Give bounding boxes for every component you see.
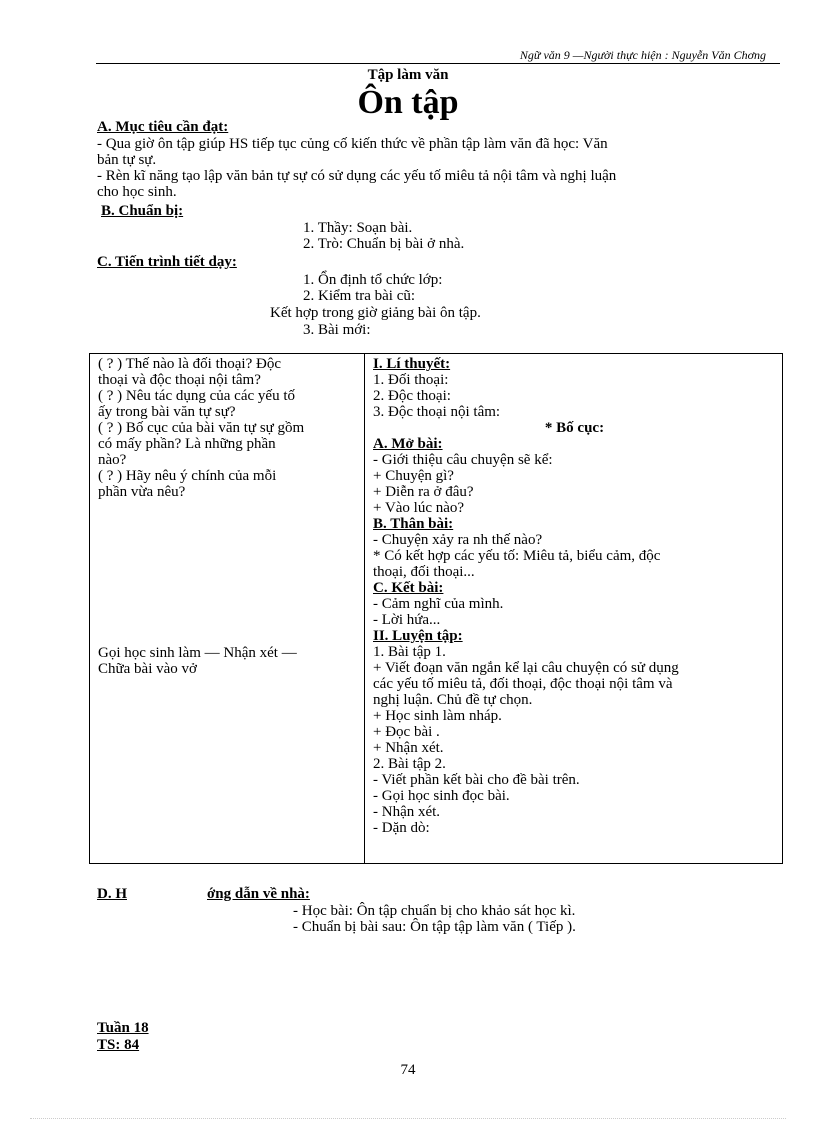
section-b-list <box>303 220 464 252</box>
theory-heading: I. Lí thuyết: <box>373 356 451 372</box>
practice-item: + Học sinh làm nháp. <box>373 708 502 724</box>
practice-item: - Gọi học sinh đọc bài. <box>373 788 510 804</box>
section-c-heading: C. Tiến trình tiết dạy: <box>97 254 237 270</box>
section-a-body <box>97 136 767 200</box>
section-a-heading: A. Mục tiêu cần đạt: <box>97 119 229 135</box>
section-d-heading <box>97 886 310 902</box>
conclusion-heading: C. Kết bài: <box>373 580 444 596</box>
section-c-item: 1. Ổn định tổ chức lớp: <box>303 272 443 288</box>
section-b-item: 2. Trò: Chuẩn bị bài ở nhà. <box>303 236 465 252</box>
opening-item: + Vào lúc nào? <box>373 500 465 516</box>
ts-label: TS: 84 <box>97 1037 140 1053</box>
section-d-heading-part2: ớng dẫn về nhà: <box>207 886 310 902</box>
body-item: thoại, đối thoại... <box>373 564 475 580</box>
question-line: ( ? ) Nêu tác dụng của các yếu tố <box>98 388 295 404</box>
body-heading: B. Thân bài: <box>373 516 454 532</box>
question-line: có mấy phần? Là những phần <box>98 436 276 452</box>
activity-line: Gọi học sinh làm — Nhận xét — <box>98 645 297 661</box>
section-b-item: 1. Thầy: Soạn bài. <box>303 220 413 236</box>
page-title: Ôn tập <box>357 84 459 121</box>
practice-item: 2. Bài tập 2. <box>373 756 446 772</box>
practice-item: + Viết đoạn văn ngắn kể lại câu chuyện có sử dụng <box>373 660 679 676</box>
section-d-item: - Học bài: Ôn tập chuẩn bị cho khảo sát học kì. <box>293 903 576 919</box>
section-d-list <box>293 903 576 935</box>
practice-item: + Nhận xét. <box>373 740 444 756</box>
opening-item: - Giới thiệu câu chuyện sẽ kể: <box>373 452 553 468</box>
question-line: phần vừa nêu? <box>98 484 186 500</box>
practice-item: - Nhận xét. <box>373 804 441 820</box>
opening-item: + Diễn ra ở đâu? <box>373 484 474 500</box>
practice-item: nghị luận. Chủ đề tự chọn. <box>373 692 533 708</box>
conclusion-item: - Cảm nghĩ của mình. <box>373 596 504 612</box>
page-bottom-divider <box>30 1118 786 1119</box>
section-d-heading-part1: D. H <box>97 886 127 902</box>
teacher-activity-column <box>90 354 365 864</box>
practice-item: các yếu tố miêu tả, đối thoại, độc thoại nội tâm và <box>373 676 673 692</box>
question-line: thoại và độc thoại nội tâm? <box>98 372 261 388</box>
opening-heading: A. Mở bài: <box>373 436 443 452</box>
question-line: ấy trong bài văn tự sự? <box>98 404 236 420</box>
section-c-item: 2. Kiểm tra bài cũ: <box>303 288 416 304</box>
section-a-line: cho học sinh. <box>97 184 177 200</box>
theory-item: 2. Độc thoại: <box>373 388 451 404</box>
header-rule <box>96 63 780 64</box>
page-number: 74 <box>400 1062 416 1078</box>
theory-item: 1. Đối thoại: <box>373 372 449 388</box>
question-line: ( ? ) Thế nào là đối thoại? Độc <box>98 356 281 372</box>
subject-subtitle: Tập làm văn <box>367 67 449 83</box>
section-b-heading: B. Chuẩn bị: <box>101 203 184 219</box>
question-line: nào? <box>98 452 127 468</box>
lesson-table <box>89 353 783 864</box>
page-header-text: Ngữ văn 9 —Người thực hiện : Nguyễn Văn Chơng <box>519 48 766 62</box>
spacer <box>98 500 358 645</box>
practice-item: 1. Bài tập 1. <box>373 644 446 660</box>
section-a-line: - Rèn kĩ năng tạo lập văn bản tự sự có sử dụng các yếu tố miêu tả nội tâm và nghị luận <box>97 168 617 184</box>
practice-item: + Đọc bài . <box>373 724 440 740</box>
section-a-line: - Qua giờ ôn tập giúp HS tiếp tục củng cố kiến thức về phần tập làm văn đã học: Văn <box>97 136 608 152</box>
layout-heading: * Bố cục: <box>544 420 605 436</box>
practice-item: - Viết phần kết bài cho đề bài trên. <box>373 772 580 788</box>
section-d-item: - Chuẩn bị bài sau: Ôn tập tập làm văn ( Tiếp ). <box>293 919 576 935</box>
week-label: Tuần 18 <box>97 1020 149 1036</box>
body-item: * Có kết hợp các yếu tố: Miêu tả, biểu cảm, độc <box>373 548 661 564</box>
theory-item: 3. Độc thoại nội tâm: <box>373 404 501 420</box>
question-line: ( ? ) Hãy nêu ý chính của mỗi <box>98 468 277 484</box>
activity-line: Chữa bài vào vở <box>98 661 197 677</box>
body-item: - Chuyện xảy ra nh thế nào? <box>373 532 543 548</box>
content-column <box>365 354 783 864</box>
section-c-note: Kết hợp trong giờ giảng bài ôn tập. <box>270 305 481 321</box>
opening-item: + Chuyện gì? <box>373 468 454 484</box>
practice-heading: II. Luyện tập: <box>373 628 463 644</box>
section-a-line: bản tự sự. <box>97 152 157 168</box>
section-c-list <box>303 272 442 304</box>
practice-item: - Dặn dò: <box>373 820 430 836</box>
section-c-item3: 3. Bài mới: <box>303 322 371 338</box>
conclusion-item: - Lời hứa... <box>373 612 441 628</box>
question-line: ( ? ) Bố cục của bài văn tự sự gồm <box>98 420 305 436</box>
